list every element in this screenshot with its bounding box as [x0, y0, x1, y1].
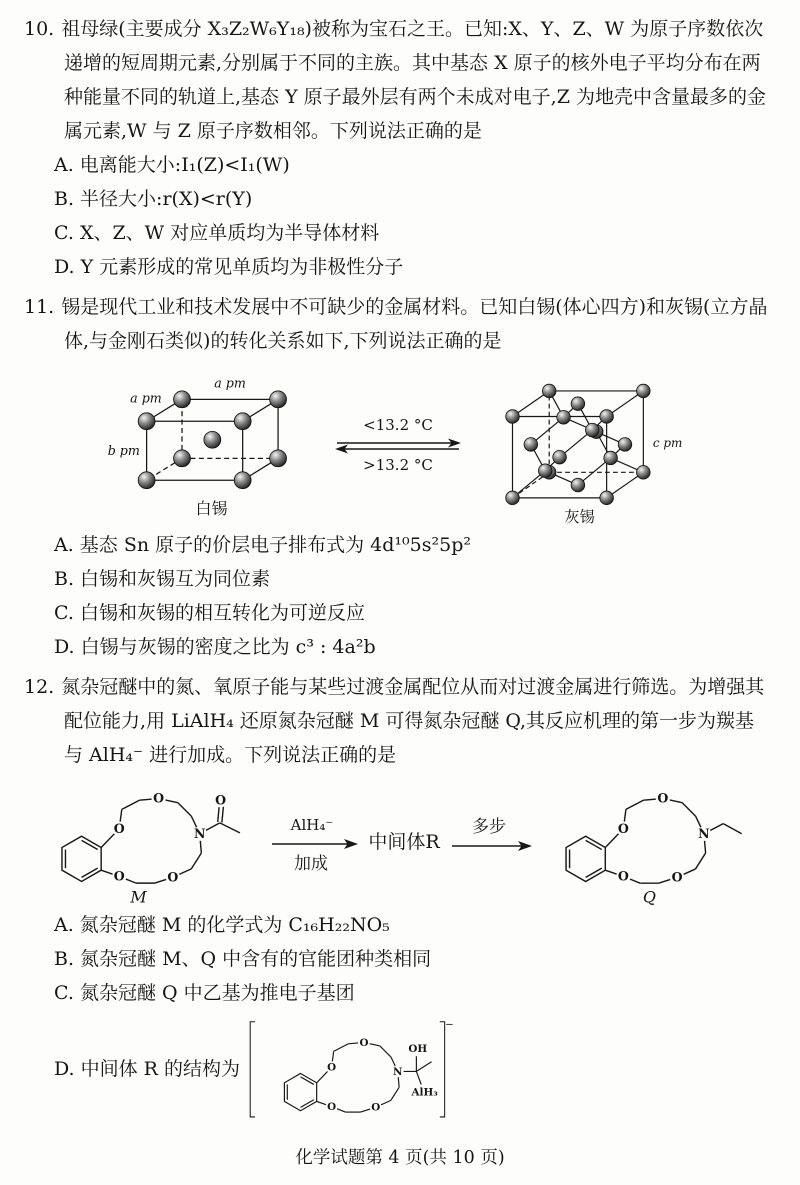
oxygen-atom-label: O [671, 869, 683, 885]
option-c: C. 氮杂冠醚 Q 中乙基为推电子基团 [54, 982, 355, 1004]
tin-atom [637, 384, 651, 398]
edge-length-c: c pm [652, 435, 683, 450]
tin-atom [557, 410, 571, 424]
crown-ether-m-structure [38, 775, 260, 905]
oxygen-atom-label: O [617, 820, 629, 836]
reaction-arrow-2 [448, 814, 534, 866]
intermediate-r-text: 中间体R [368, 830, 440, 853]
nitrogen-atom-label: N [194, 825, 206, 841]
oxygen-atom-label: O [114, 868, 126, 884]
oxygen-atom-label: O [371, 1101, 381, 1114]
edge-length-b: b pm [107, 442, 140, 458]
question-number: 10. [24, 18, 55, 40]
question-text: 锡是现代工业和技术发展中不可缺少的金属材料。已知白锡(体心四方)和灰锡(立方晶体,与金刚石类似)的转化关系如下,下列说法正确的是 [61, 296, 768, 352]
oxygen-atom-label: O [114, 820, 126, 836]
gray-tin-structure-diagram [479, 362, 688, 526]
tin-atom [571, 478, 585, 492]
question-number: 11. [24, 296, 55, 318]
tin-atom [600, 410, 614, 424]
tin-atom [618, 438, 632, 452]
tin-atom [234, 472, 251, 489]
option-a: A. 氮杂冠醚 M 的化学式为 C₁₆H₂₂NO₅ [54, 914, 390, 936]
option-d [54, 1012, 770, 1126]
compound-q-label: Q [642, 887, 656, 905]
temperature-reverse: >13.2 °C [363, 456, 433, 474]
option-b: B. 半径大小:r(X)<r(Y) [54, 188, 253, 210]
reaction-arrow-1 [268, 804, 360, 876]
tin-atom [138, 472, 155, 489]
carbonyl-oxygen-label: O [215, 792, 227, 808]
option-b: B. 氮杂冠醚 M、Q 中含有的官能团种类相同 [54, 948, 432, 970]
white-tin-label: 白锡 [195, 498, 228, 518]
compound-m-label: M [130, 887, 148, 905]
question-10 [24, 12, 770, 284]
question-text: 氮杂冠醚中的氮、氧原子能与某些过渡金属配位从而对过渡金属进行筛选。为增强其配位能力,用 LiAlH₄ 还原氮杂冠醚 M 可得氮杂冠醚 Q,其反应机理的第一步为羰基与 AlH₄⁻ 进行加成。下列说法正确的是 [61, 676, 765, 766]
tin-structures-figure [24, 362, 770, 526]
tin-atom [604, 451, 618, 465]
question-text: 祖母绿(主要成分 X₃Z₂W₆Y₁₈)被称为宝石之王。已知:X、Y、Z、W 为原子序数依次递增的短周期元素,分别属于不同的主族。其中基态 X 原子的核外电子平均分布在两种能量不同的轨道上,基态 Y 原子最外层有两个未成对电子,Z 为地壳中含量最多的金属元素,W 与 Z 原子序数相邻。下列说法正确的是 [61, 18, 766, 142]
tin-atom [270, 391, 287, 408]
option-d-label: D. 中间体 R 的结构为 [54, 1058, 241, 1080]
option-a: A. 基态 Sn 原子的价层电子排布式为 4d¹⁰5s²5p² [54, 534, 471, 556]
oxygen-atom-label: O [657, 790, 668, 806]
option-d: D. Y 元素形成的常见单质均为非极性分子 [54, 256, 404, 278]
option-b: B. 白锡和灰锡互为同位素 [54, 568, 271, 590]
tin-atom [234, 413, 251, 430]
oxygen-atom-label: O [327, 1061, 337, 1074]
tin-atom [524, 438, 538, 452]
tin-atom [600, 491, 614, 505]
tin-atom [553, 450, 567, 464]
crown-ether-q-structure [542, 775, 756, 905]
edge-length-a-left: a pm [130, 390, 162, 406]
tin-atom [174, 391, 191, 408]
hydroxyl-group-label: OH [408, 1043, 428, 1056]
arrow2-condition: 多步 [471, 817, 506, 837]
tin-atom-center [204, 431, 221, 448]
intermediate-r-structure [244, 1012, 455, 1126]
question-10-stem [24, 12, 770, 148]
question-12 [24, 670, 770, 1126]
tin-atom [174, 450, 191, 467]
option-d: D. 白锡与灰锡的密度之比为 c³ : 4a²b [54, 636, 376, 658]
tin-atom [538, 464, 552, 478]
oxygen-atom-label: O [153, 790, 165, 806]
oxygen-atom-label: O [359, 1036, 369, 1049]
arrow1-reagent: AlH₄⁻ [291, 816, 334, 834]
oxygen-atom-label: O [167, 869, 179, 885]
tin-atom [138, 413, 155, 430]
tin-atom [270, 450, 287, 467]
oxygen-atom-label: O [617, 868, 629, 884]
option-c: C. X、Z、W 对应单质均为半导体材料 [54, 222, 380, 244]
option-a: A. 电离能大小:I₁(Z)<I₁(W) [54, 154, 290, 176]
arrow1-condition: 加成 [294, 854, 329, 874]
question-12-stem [24, 670, 770, 772]
question-number: 12. [24, 676, 55, 698]
gray-tin-label: 灰锡 [564, 507, 595, 526]
tin-atom [585, 423, 599, 437]
temperature-forward: <13.2 °C [363, 416, 433, 434]
nitrogen-atom-label: N [697, 825, 710, 841]
tin-atom [637, 466, 651, 480]
question-11-stem [24, 290, 770, 358]
alane-group-label: AlH₃ [411, 1086, 438, 1099]
question-11 [24, 290, 770, 664]
tin-atom [542, 384, 556, 398]
equilibrium-arrows [333, 412, 463, 476]
option-c: C. 白锡和灰锡的相互转化为可逆反应 [54, 602, 365, 624]
tin-atom [506, 410, 520, 424]
edge-length-a-top: a pm [214, 375, 246, 391]
reaction-scheme [24, 775, 770, 905]
nitrogen-atom-label: N [393, 1065, 403, 1078]
tin-atom [571, 397, 585, 411]
white-tin-structure-diagram [106, 369, 317, 519]
negative-charge-label: − [445, 1018, 454, 1031]
page-footer: 化学试题第 4 页(共 10 页) [295, 1148, 505, 1168]
oxygen-atom-label: O [327, 1101, 337, 1114]
tin-atom [506, 491, 520, 505]
